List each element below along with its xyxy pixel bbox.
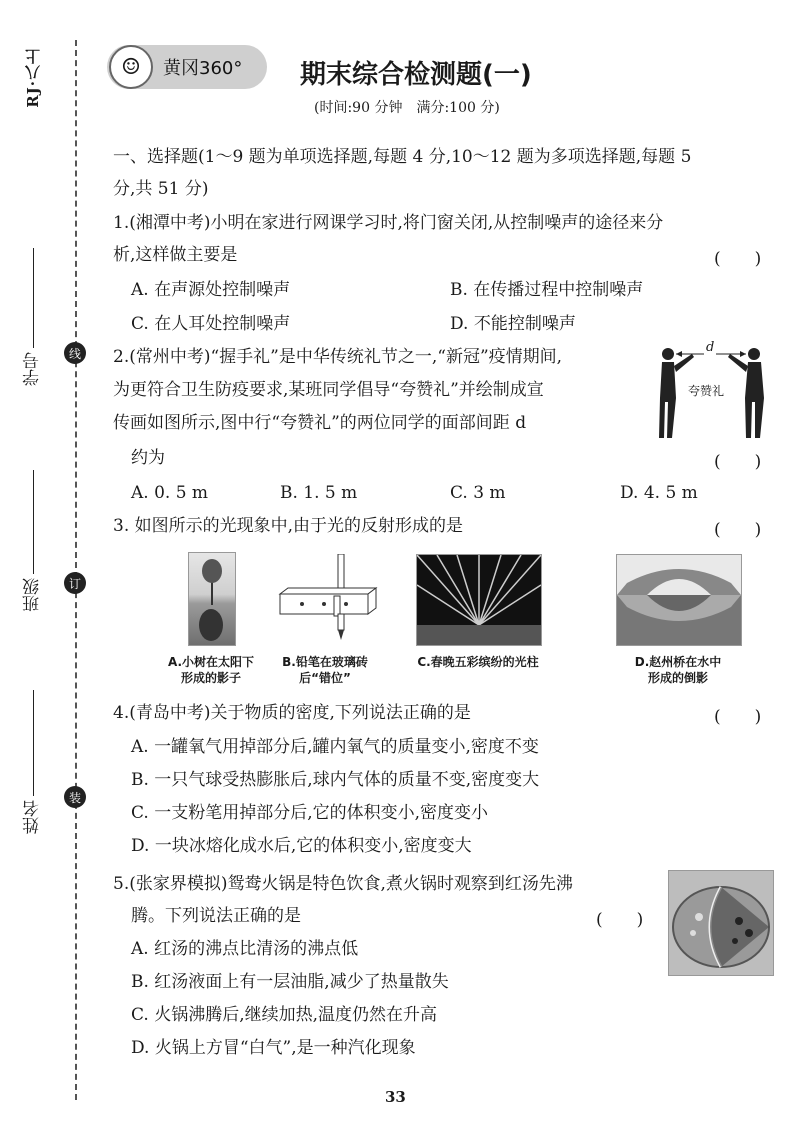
- cut-mark-line: 线: [64, 342, 86, 364]
- class-label: 班级: [23, 578, 43, 612]
- brand-badge: [107, 45, 267, 89]
- q2-figure-caption: 夸赞礼: [688, 384, 725, 398]
- q1-option-c: C. 在人耳处控制噪声: [131, 314, 291, 334]
- q3-caption-b: [268, 654, 382, 686]
- q2-option-b: B. 1. 5 m: [280, 483, 358, 503]
- q2-stem-cont: 为更符合卫生防疫要求,某班同学倡导“夸赞礼”并绘制成宣: [113, 380, 544, 400]
- q2-option-d: D. 4. 5 m: [620, 483, 698, 503]
- page-title: 期末综合检测题(一): [300, 60, 532, 90]
- q2-figure: [654, 340, 772, 440]
- q2-option-c: C. 3 m: [450, 483, 506, 503]
- q3-caption-a-line1: A.小树在太阳下: [167, 655, 255, 669]
- hotpot-icon: [669, 871, 773, 975]
- student-id-blank[interactable]: [33, 248, 34, 348]
- glass-block-icon: [272, 554, 380, 644]
- q3-stem: 3. 如图所示的光现象中,由于光的反射形成的是: [113, 516, 464, 536]
- q4-option-d: D. 一块冰熔化成水后,它的体积变小,密度变大: [131, 836, 472, 856]
- q4-option-b: B. 一只气球受热膨胀后,球内气体的质量不变,密度变大: [131, 770, 540, 790]
- q3-caption-c-line1: C.春晚五彩缤纷的光柱: [417, 655, 539, 669]
- q4-stem: 4.(青岛中考)关于物质的密度,下列说法正确的是: [113, 703, 471, 723]
- student-id-label: 学号: [23, 352, 43, 386]
- name-blank[interactable]: [33, 690, 34, 796]
- q1-stem-cont: 析,这样做主要是: [113, 245, 238, 265]
- q1-option-d: D. 不能控制噪声: [450, 314, 576, 334]
- q1-option-b: B. 在传播过程中控制噪声: [450, 280, 644, 300]
- q1-answer-blank[interactable]: ( ): [714, 249, 762, 269]
- q3-caption-d: [618, 654, 738, 686]
- binding-dashed-line: [75, 40, 77, 1100]
- q1-option-a: A. 在声源处控制噪声: [131, 280, 291, 300]
- exam-info: (时间:90 分钟 满分:100 分): [314, 100, 500, 116]
- q4-option-c: C. 一支粉笔用掉部分后,它的体积变小,密度变小: [131, 803, 489, 823]
- cut-mark-bind: 订: [64, 572, 86, 594]
- q2-stem-cont2: 传画如图所示,图中行“夸赞礼”的两位同学的面部间距 d: [113, 413, 527, 433]
- q1-stem: 1.(湘潭中考)小明在家进行网课学习时,将门窗关闭,从控制噪声的途径来分: [113, 213, 664, 233]
- q5-option-a: A. 红汤的沸点比清汤的沸点低: [131, 939, 359, 959]
- bridge-icon: [617, 555, 741, 645]
- q4-answer-blank[interactable]: ( ): [714, 707, 762, 727]
- q2-stem-cont3: 约为: [131, 448, 165, 468]
- q3-caption-b-line2: 后“错位”: [299, 671, 351, 685]
- q3-figure-b-pencil-glass: [272, 554, 380, 644]
- q2-answer-blank[interactable]: ( ): [714, 452, 762, 472]
- q3-caption-c: [412, 654, 544, 670]
- page-number: 33: [385, 1088, 406, 1106]
- stage-lights-icon: [417, 555, 541, 645]
- edition-label: RJ·八上: [24, 48, 42, 108]
- q2-stem: 2.(常州中考)“握手礼”是中华传统礼节之一,“新冠”疫情期间,: [113, 347, 563, 367]
- q5-answer-blank[interactable]: ( ): [596, 910, 644, 930]
- q5-option-d: D. 火锅上方冒“白气”,是一种汽化现象: [131, 1038, 416, 1058]
- section-heading-cont: 分,共 51 分): [113, 179, 209, 199]
- brand-name: 黄冈360°: [163, 58, 243, 79]
- class-blank[interactable]: [33, 470, 34, 574]
- q3-caption-b-line1: B.铅笔在玻璃砖: [282, 655, 368, 669]
- q5-stem-cont: 腾。下列说法正确的是: [131, 906, 301, 926]
- q4-option-a: A. 一罐氧气用掉部分后,罐内氧气的质量变小,密度不变: [131, 737, 539, 757]
- q3-caption-a-line2: 形成的影子: [180, 671, 241, 685]
- brand-logo-icon: ☺: [109, 45, 153, 89]
- q5-stem: 5.(张家界模拟)鸳鸯火锅是特色饮食,煮火锅时观察到红汤先沸: [113, 874, 573, 894]
- q3-figure-d-bridge-reflection: [616, 554, 742, 646]
- name-label: 姓名: [23, 800, 43, 834]
- q3-caption-d-line2: 形成的倒影: [647, 671, 708, 685]
- q3-figure-c-light-beams: [416, 554, 542, 646]
- q2-option-a: A. 0. 5 m: [131, 483, 209, 503]
- q5-option-c: C. 火锅沸腾后,继续加热,温度仍然在升高: [131, 1005, 438, 1025]
- q5-figure-hotpot: [668, 870, 774, 976]
- section-heading: 一、选择题(1～9 题为单项选择题,每题 4 分,10～12 题为多项选择题,每题 5: [113, 147, 692, 167]
- q2-figure-d-label: d: [706, 340, 715, 355]
- tree-icon: [189, 553, 235, 645]
- cut-mark-staple: 装: [64, 786, 86, 808]
- q3-caption-a: [154, 654, 268, 686]
- q5-option-b: B. 红汤液面上有一层油脂,减少了热量散失: [131, 972, 449, 992]
- q3-answer-blank[interactable]: ( ): [714, 520, 762, 540]
- q3-caption-d-line1: D.赵州桥在水中: [634, 655, 722, 669]
- q3-figure-a-tree-shadow: [188, 552, 236, 646]
